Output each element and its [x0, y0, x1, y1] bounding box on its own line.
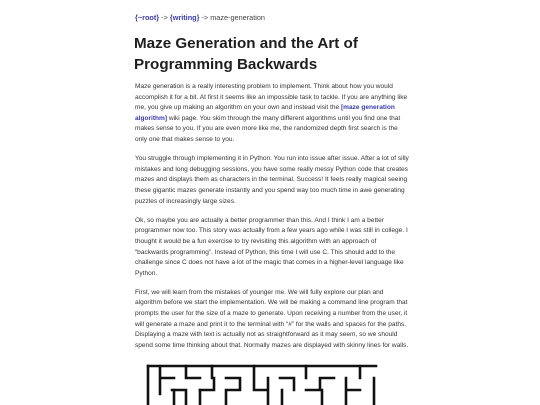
maze-algorithm-link[interactable]: [maze generation algorithm] [135, 104, 395, 122]
article-body [135, 82, 411, 360]
paragraph-text: wiki page. You skim through the many different algorithms until you find one that makes sense to you. If you are even more like me, the randomized depth first search is the only one that makes sense to you. [135, 114, 401, 143]
breadcrumb [135, 13, 265, 22]
breadcrumb-current: maze-generation [210, 13, 265, 22]
maze-image [146, 364, 378, 405]
paragraph: First, we will learn from the mistakes of younger me. We will fully explore our plan and algorithm before we start the implementation. We will be making a command line program that prompts the user for the size of a maze to generate. Upon receiving a number from the user, it will generate a maze and print it to the terminal with “#” for the walls and spaces for the paths. Displaying a maze with text is actually not as straightforward as it may seem, so we should spend some time thinking about that. Normally mazes are displayed with skinny lines for walls. [135, 288, 409, 349]
page-title: Maze Generation and the Art of Programming Backwards [134, 35, 358, 73]
paragraph: You struggle through implementing it in Python. You run into issue after issue. After a lot of silly mistakes and long debugging sessions, you have some really messy Python code that creates mazes and displays them as characters in the terminal. Success! It feels really magical seeing these gigantic mazes generate instantly and you spend way too much time in awe generating puzzles of increasingly large sizes. [135, 155, 409, 205]
breadcrumb-separator: -> [159, 13, 170, 22]
breadcrumb-separator: -> [199, 13, 211, 22]
paragraph-text: Maze generation is a really interesting problem to implement. Think about how you would accomplish it for a bit. At first it seems like an impossible task to tackle. If you are anything like me, you give up making an algorithm on your own and instead visit the [135, 83, 408, 112]
paragraph: Ok, so maybe you are actually a better programmer than this. And I think I am a better programmer now too. This story was actually from a few years ago while I was still in college. I thought it would be a fun exercise to try revisiting this algorithm with an approach of “backwards programming”. Instead of Python, this time I will use C. This should add to the challenge since C does not have a lot of the magic that comes in a higher-level language like Python. [135, 216, 408, 277]
paragraph [135, 82, 411, 146]
breadcrumb-writing-link[interactable]: {writing} [169, 13, 200, 22]
breadcrumb-root-link[interactable]: {~root} [135, 13, 160, 22]
